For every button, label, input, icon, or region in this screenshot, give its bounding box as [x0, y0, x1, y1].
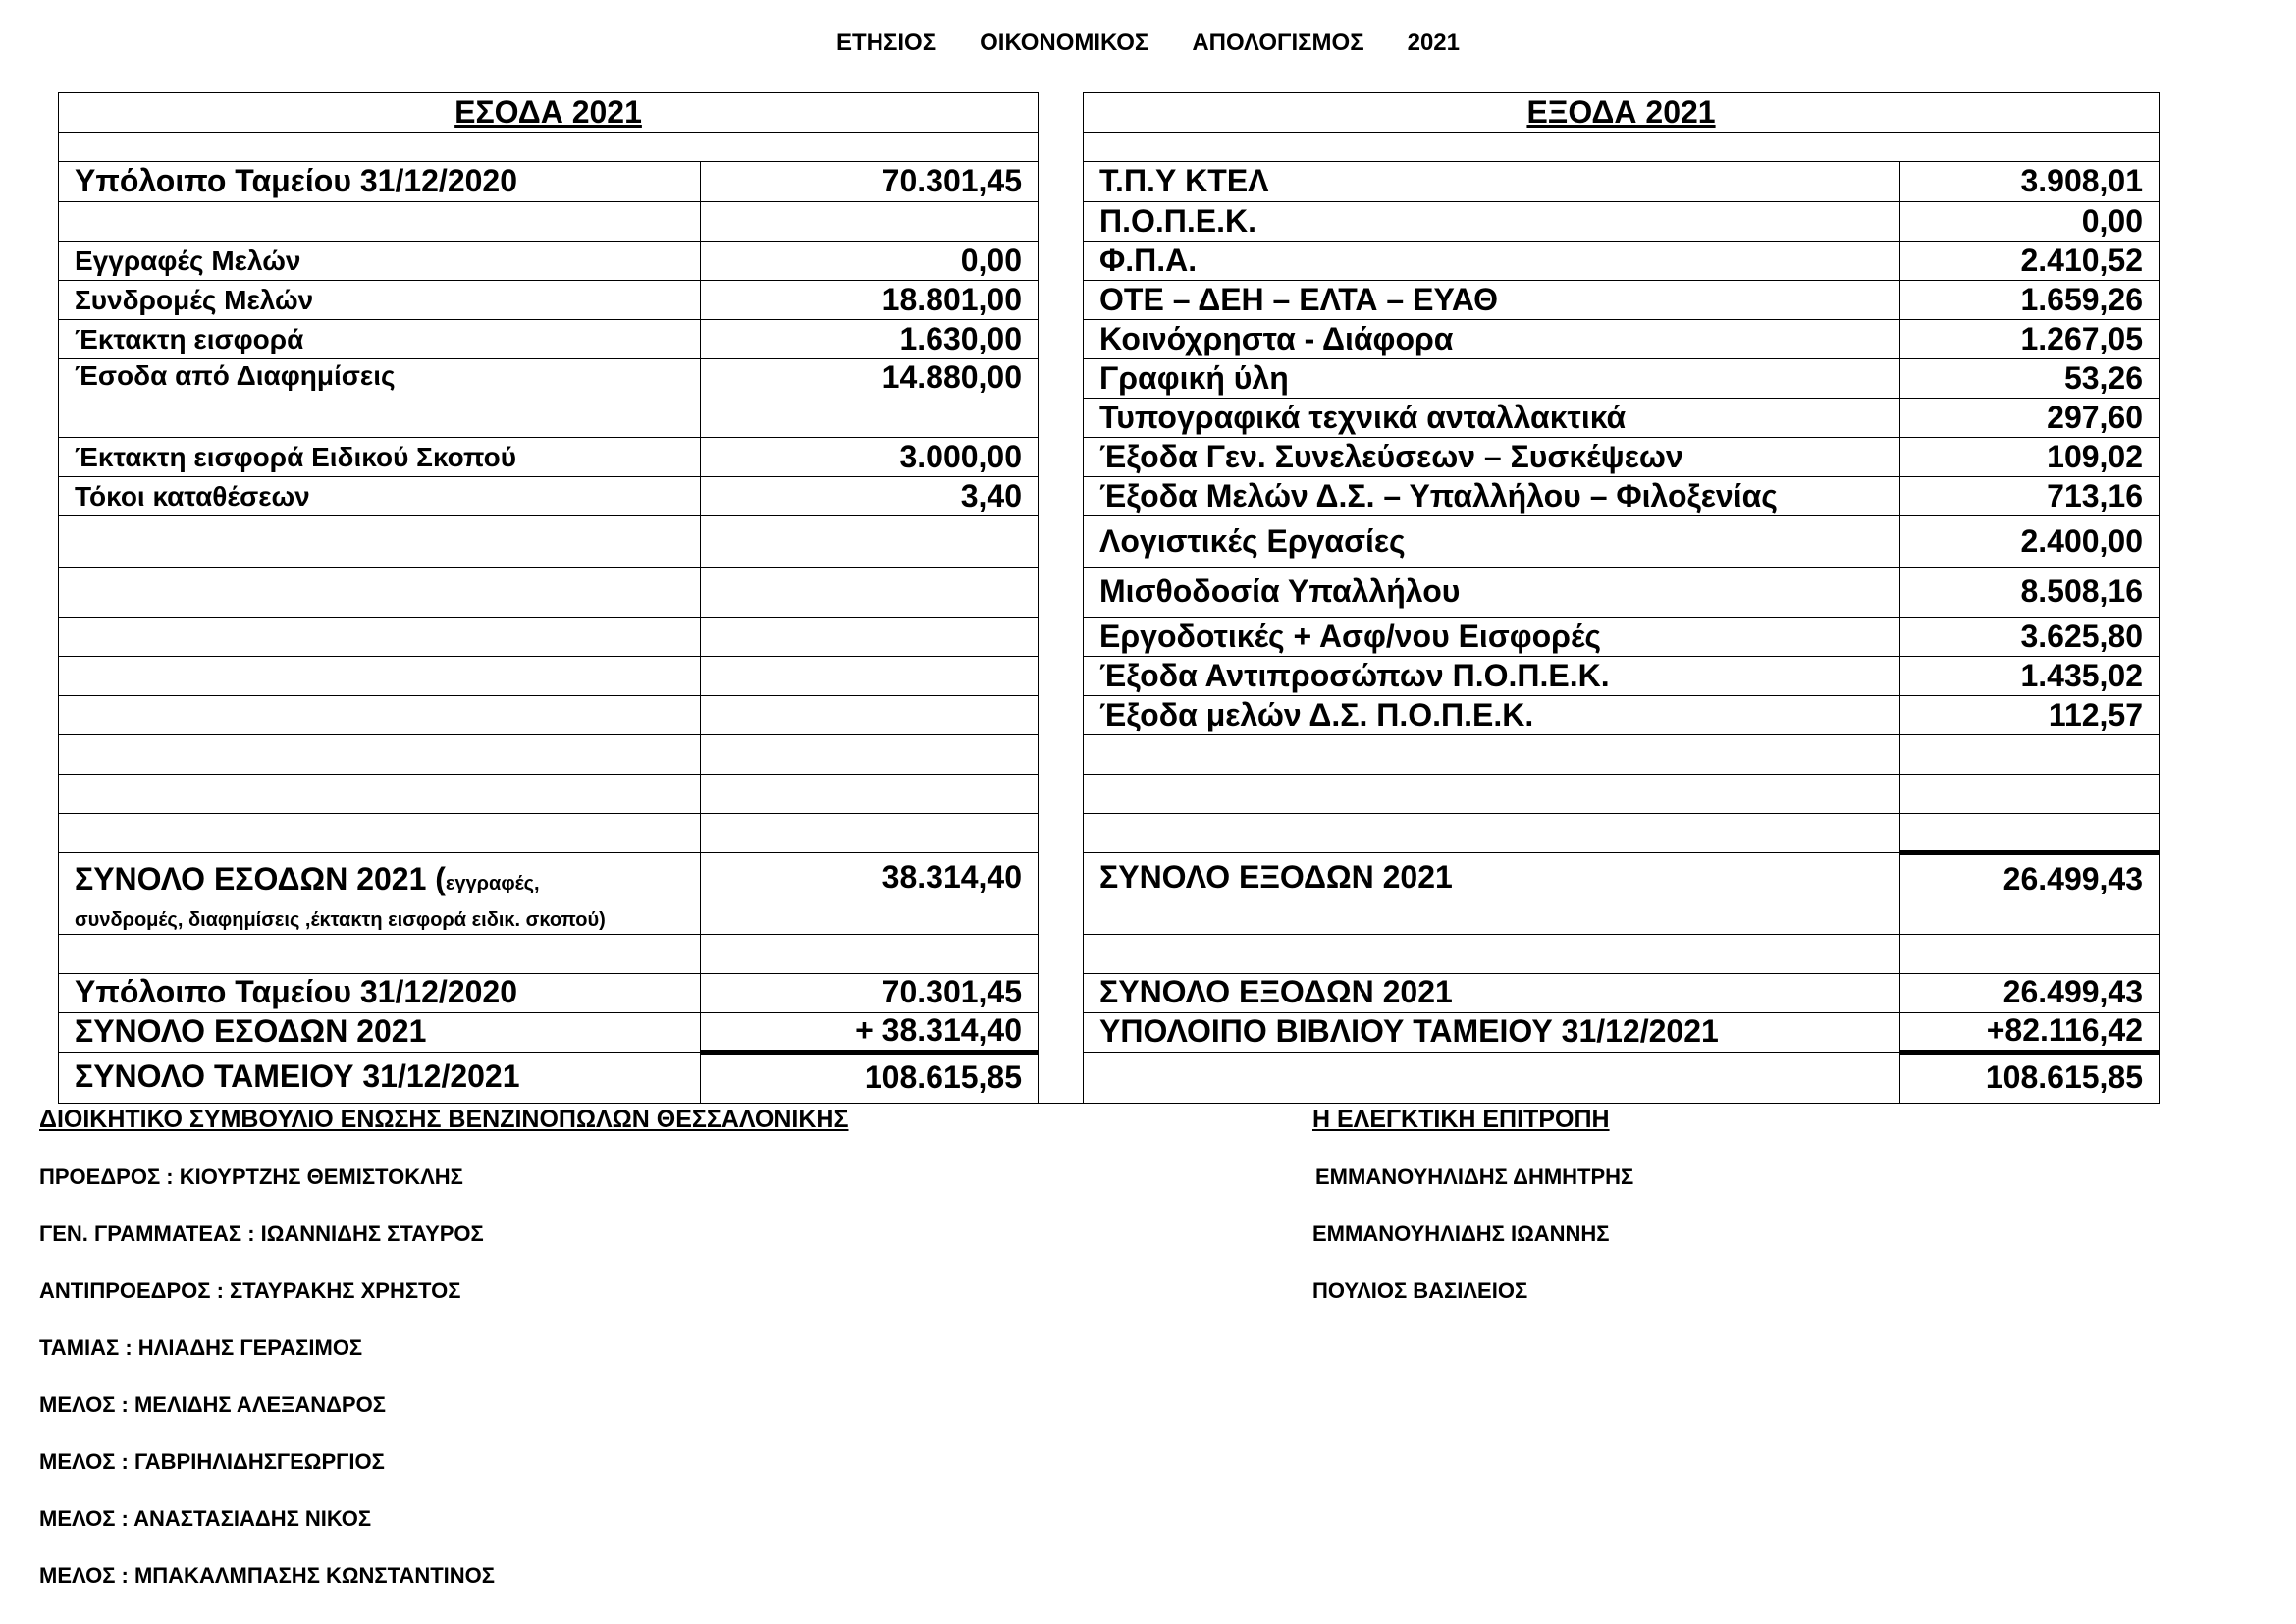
income-value: 0,00	[701, 242, 1039, 281]
expense-label: Φ.Π.Α.	[1084, 242, 1900, 281]
expense-label: Γραφική ύλη	[1084, 359, 1900, 399]
expense-label: Έξοδα Μελών Δ.Σ. – Υπαλλήλου – Φιλοξενίας	[1084, 477, 1900, 516]
summary-value: + 38.314,40	[701, 1012, 1039, 1052]
expense-value: 1.435,02	[1900, 657, 2160, 696]
summary-value: 108.615,85	[701, 1052, 1039, 1103]
income-total-label: ΣΥΝΟΛΟ ΕΣΟΔΩΝ 2021 (εγγραφές, συνδρομές, διαφημίσεις ,έκτακτη εισφορά ειδικ. σκοπού)	[59, 853, 701, 935]
income-balance-value: 70.301,45	[701, 162, 1039, 202]
audit-member: ΕΜΜΑΝΟΥΗΛΙΔΗΣ ΙΩΑΝΝΗΣ	[1312, 1221, 1610, 1246]
expenses-heading: ΕΞΟΔΑ 2021	[1084, 93, 2160, 133]
expense-label: Τ.Π.Υ ΚΤΕΛ	[1084, 162, 1900, 202]
expense-label: Κοινόχρηστα - Διάφορα	[1084, 320, 1900, 359]
expense-label: Έξοδα μελών Δ.Σ. Π.Ο.Π.Ε.Κ.	[1084, 696, 1900, 735]
summary-label	[1084, 1052, 1900, 1103]
summary-label: Υπόλοιπο Ταμείου 31/12/2020	[59, 973, 701, 1012]
expense-value: 0,00	[1900, 202, 2160, 242]
ledger-table	[58, 92, 2160, 1104]
income-label: Συνδρομές Μελών	[59, 281, 701, 320]
summary-value: 26.499,43	[1900, 973, 2160, 1012]
income-value: 3,40	[701, 477, 1039, 516]
summary-label: ΣΥΝΟΛΟ ΕΣΟΔΩΝ 2021	[59, 1012, 701, 1052]
expense-label: ΟΤΕ – ΔΕΗ – ΕΛΤΑ – ΕΥΑΘ	[1084, 281, 1900, 320]
expense-label: Π.Ο.Π.Ε.Κ.	[1084, 202, 1900, 242]
expense-total-value: 26.499,43	[1900, 853, 2160, 935]
expense-value: 713,16	[1900, 477, 2160, 516]
income-label: Έκτακτη εισφορά	[59, 320, 701, 359]
board-member: ΓΕΝ. ΓΡΑΜΜΑΤΕΑΣ : ΙΩΑΝΝΙΔΗΣ ΣΤΑΥΡΟΣ	[39, 1221, 484, 1246]
expense-value: 112,57	[1900, 696, 2160, 735]
audit-member: ΕΜΜΑΝΟΥΗΛΙΔΗΣ ΔΗΜΗΤΡΗΣ	[1315, 1164, 1634, 1189]
summary-value: 108.615,85	[1900, 1052, 2160, 1103]
summary-label: ΣΥΝΟΛΟ ΤΑΜΕΙΟΥ 31/12/2021	[59, 1052, 701, 1103]
income-label: Έκτακτη εισφορά Ειδικού Σκοπού	[59, 438, 701, 477]
income-value: 14.880,00	[701, 359, 1039, 438]
audit-member: ΠΟΥΛΙΟΣ ΒΑΣΙΛΕΙΟΣ	[1312, 1278, 1528, 1303]
title-word: ΑΠΟΛΟΓΙΣΜΟΣ	[1192, 29, 1364, 56]
income-label: Τόκοι καταθέσεων	[59, 477, 701, 516]
summary-label: ΣΥΝΟΛΟ ΕΞΟΔΩΝ 2021	[1084, 973, 1900, 1012]
expense-value: 3.908,01	[1900, 162, 2160, 202]
income-value: 18.801,00	[701, 281, 1039, 320]
expense-value: 53,26	[1900, 359, 2160, 399]
expense-label: Μισθοδοσία Υπαλλήλου	[1084, 568, 1900, 618]
expense-label: Έξοδα Αντιπροσώπων Π.Ο.Π.Ε.Κ.	[1084, 657, 1900, 696]
income-heading: ΕΣΟΔΑ 2021	[59, 93, 1039, 133]
expense-value: 2.410,52	[1900, 242, 2160, 281]
expense-value: 2.400,00	[1900, 516, 2160, 568]
board-member: ΤΑΜΙΑΣ : ΗΛΙΑΔΗΣ ΓΕΡΑΣΙΜΟΣ	[39, 1335, 363, 1360]
summary-value: +82.116,42	[1900, 1012, 2160, 1052]
income-label: Έσοδα από Διαφημίσεις	[59, 359, 701, 438]
income-total-value: 38.314,40	[701, 853, 1039, 935]
title-word: ΕΤΗΣΙΟΣ	[835, 29, 937, 56]
board-member: ΑΝΤΙΠΡΟΕΔΡΟΣ : ΣΤΑΥΡΑΚΗΣ ΧΡΗΣΤΟΣ	[39, 1278, 461, 1303]
document-title	[0, 29, 2296, 57]
expense-value: 297,60	[1900, 399, 2160, 438]
board-member: ΠΡΟΕΔΡΟΣ : ΚΙΟΥΡΤΖΗΣ ΘΕΜΙΣΤΟΚΛΗΣ	[39, 1164, 463, 1189]
expense-value: 8.508,16	[1900, 568, 2160, 618]
summary-value: 70.301,45	[701, 973, 1039, 1012]
income-balance-label: Υπόλοιπο Ταμείου 31/12/2020	[59, 162, 701, 202]
expense-label: Τυπογραφικά τεχνικά ανταλλακτικά	[1084, 399, 1900, 438]
expense-value: 1.659,26	[1900, 281, 2160, 320]
summary-label: ΥΠΟΛΟΙΠΟ ΒΙΒΛΙΟΥ ΤΑΜΕΙΟΥ 31/12/2021	[1084, 1012, 1900, 1052]
board-title: ΔΙΟΙΚΗΤΙΚΟ ΣΥΜΒΟΥΛΙΟ ΕΝΩΣΗΣ ΒΕΝΖΙΝΟΠΩΛΩΝ ΘΕΣΣΑΛΟΝΙΚΗΣ	[39, 1106, 849, 1133]
expense-value: 109,02	[1900, 438, 2160, 477]
expense-value: 3.625,80	[1900, 618, 2160, 657]
audit-committee-title: Η ΕΛΕΓΚΤΙΚΗ ΕΠΙΤΡΟΠΗ	[1312, 1106, 1610, 1133]
board-member: ΜΕΛΟΣ : ΜΕΛΙΔΗΣ ΑΛΕΞΑΝΔΡΟΣ	[39, 1392, 386, 1417]
income-label: Εγγραφές Μελών	[59, 242, 701, 281]
board-member: ΜΕΛΟΣ : ΑΝΑΣΤΑΣΙΑΔΗΣ ΝΙΚΟΣ	[39, 1506, 372, 1531]
expense-total-label: ΣΥΝΟΛΟ ΕΞΟΔΩΝ 2021	[1084, 853, 1900, 935]
income-value: 3.000,00	[701, 438, 1039, 477]
expense-label: Έξοδα Γεν. Συνελεύσεων – Συσκέψεων	[1084, 438, 1900, 477]
expense-value: 1.267,05	[1900, 320, 2160, 359]
board-member: ΜΕΛΟΣ : ΜΠΑΚΑΛΜΠΑΣΗΣ ΚΩΝΣΤΑΝΤΙΝΟΣ	[39, 1563, 495, 1588]
title-word: 2021	[1407, 29, 1460, 56]
income-value: 1.630,00	[701, 320, 1039, 359]
board-member: ΜΕΛΟΣ : ΓΑΒΡΙΗΛΙΔΗΣΓΕΩΡΓΙΟΣ	[39, 1449, 385, 1474]
expense-label: Εργοδοτικές + Ασφ/νου Εισφορές	[1084, 618, 1900, 657]
expense-label: Λογιστικές Εργασίες	[1084, 516, 1900, 568]
title-word: ΟΙΚΟΝΟΜΙΚΟΣ	[980, 29, 1149, 56]
